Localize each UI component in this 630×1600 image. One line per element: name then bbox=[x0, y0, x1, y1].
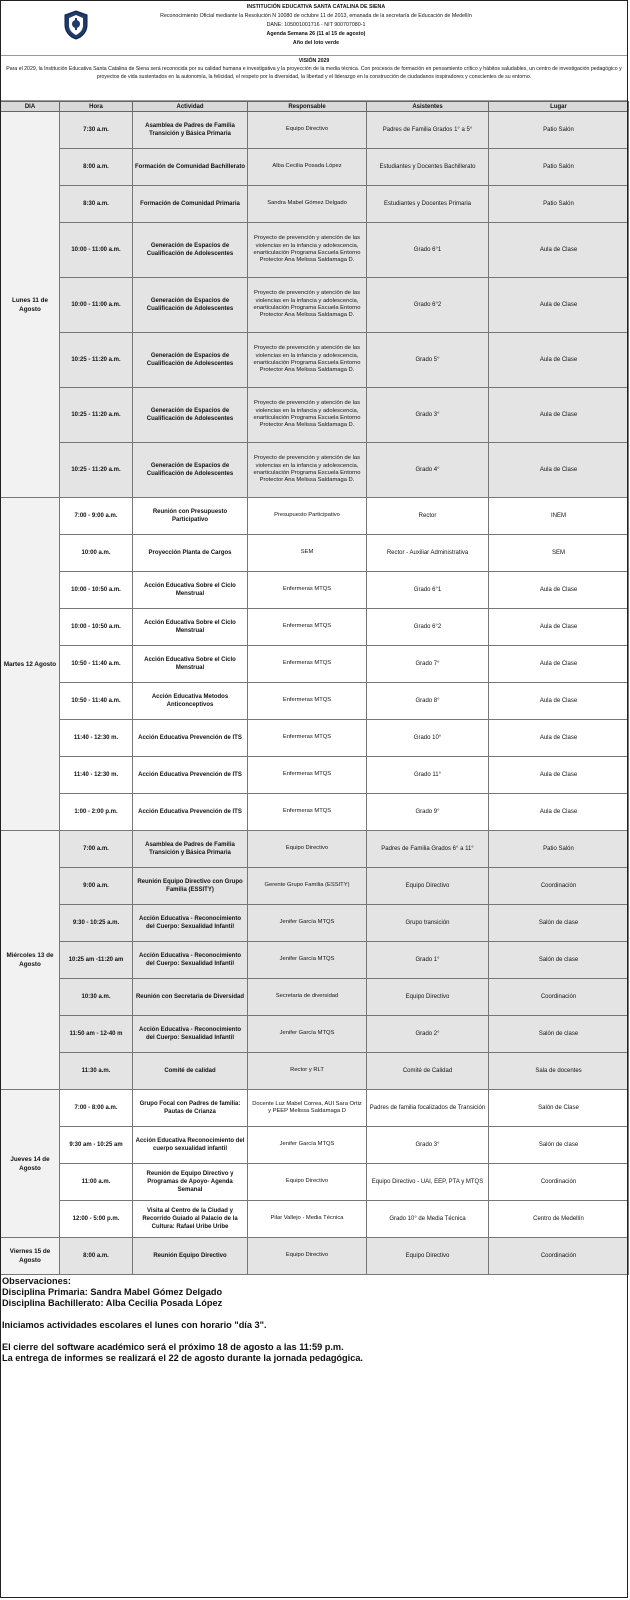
asistentes-cell: Padres de Familia Grados 1° a 5° bbox=[367, 112, 489, 149]
hora-cell: 9:30 am - 10:25 am bbox=[60, 1127, 133, 1164]
lugar-cell: Salón de clase bbox=[489, 1127, 629, 1164]
asistentes-cell: Grado 7° bbox=[367, 646, 489, 683]
actividad-cell: Reunión con Presupuesto Participativo bbox=[133, 498, 248, 535]
lugar-cell: Sala de docentes bbox=[489, 1053, 629, 1090]
table-row bbox=[1, 1016, 629, 1053]
hora-cell: 7:00 - 8:00 a.m. bbox=[60, 1090, 133, 1127]
lugar-cell: Aula de Clase bbox=[489, 223, 629, 278]
table-row bbox=[1, 1127, 629, 1164]
asistentes-cell: Grado 3° bbox=[367, 388, 489, 443]
lugar-cell: Salón de clase bbox=[489, 905, 629, 942]
vision-block bbox=[0, 56, 628, 101]
lugar-cell: Salón de clase bbox=[489, 942, 629, 979]
asistentes-cell: Comité de Calidad bbox=[367, 1053, 489, 1090]
lugar-cell: Aula de Clase bbox=[489, 683, 629, 720]
lugar-cell: Aula de Clase bbox=[489, 794, 629, 831]
lugar-cell: Patio Salón bbox=[489, 112, 629, 149]
asistentes-cell: Grado 6°1 bbox=[367, 572, 489, 609]
responsable-cell: Secretaria de diversidad bbox=[248, 979, 367, 1016]
responsable-cell: Equipo Directivo bbox=[248, 1164, 367, 1201]
col-header-responsable: Responsable bbox=[248, 102, 367, 112]
responsable-cell: Gerente Grupo Familia (ESSITY) bbox=[248, 868, 367, 905]
responsable-cell: Proyecto de prevención y atención de las violencias en la infancia y adolescencia, enarticulación Programa Escuela Entorno Protector Ana Melissa Saldamaga D. bbox=[248, 223, 367, 278]
lugar-cell: Aula de Clase bbox=[489, 609, 629, 646]
responsable-cell: Proyecto de prevención y atención de las violencias en la infancia y adolescencia, enarticulación Programa Escuela Entorno Protector Ana Melissa Saldamaga D. bbox=[248, 278, 367, 333]
hora-cell: 7:00 a.m. bbox=[60, 831, 133, 868]
responsable-cell: Proyecto de prevención y atención de las violencias en la infancia y adolescencia, enarticulación Programa Escuela Entorno Protector Ana Melissa Saldamaga D. bbox=[248, 388, 367, 443]
dane-text: DANE: 105001001716 - NIT 900707080-1 bbox=[266, 22, 366, 28]
asistentes-cell: Grado 4° bbox=[367, 443, 489, 498]
actividad-cell: Acción Educativa - Reconocimiento del Cuerpo: Sexualidad Infantil bbox=[133, 905, 248, 942]
asistentes-cell: Grado 2° bbox=[367, 1016, 489, 1053]
disciplina-primaria: Disciplina Primaria: Sandra Mabel Gómez Delgado bbox=[2, 1287, 223, 1297]
col-header-actividad: Actividad bbox=[133, 102, 248, 112]
responsable-cell: Enfermeras MTQS bbox=[248, 720, 367, 757]
hora-cell: 8:00 a.m. bbox=[60, 149, 133, 186]
asistentes-cell: Grado 6°2 bbox=[367, 609, 489, 646]
lugar-cell: Aula de Clase bbox=[489, 646, 629, 683]
hora-cell: 10:00 - 11:00 a.m. bbox=[60, 278, 133, 333]
lugar-cell: Patio Salón bbox=[489, 149, 629, 186]
asistentes-cell: Padres de familia focalizados de Transición bbox=[367, 1090, 489, 1127]
resolution-text: Reconocimiento Oficial mediante la Resolución N 10080 de octubre 11 de 2013, emanada de la secretaría de Educación de Medellín bbox=[160, 13, 472, 19]
asistentes-cell: Grado 11° bbox=[367, 757, 489, 794]
table-row bbox=[1, 1090, 629, 1127]
actividad-cell: Reunión Equipo Directivo bbox=[133, 1238, 248, 1275]
lugar-cell: Aula de Clase bbox=[489, 388, 629, 443]
asistentes-cell: Grado 6°2 bbox=[367, 278, 489, 333]
lugar-cell: Coordinación bbox=[489, 868, 629, 905]
hora-cell: 9:00 a.m. bbox=[60, 868, 133, 905]
table-row bbox=[1, 646, 629, 683]
observaciones bbox=[2, 1276, 622, 1364]
asistentes-cell: Rector - Auxiliar Administrativa bbox=[367, 535, 489, 572]
actividad-cell: Acción Educativa Reconocimiento del cuerpo sexualidad infantil bbox=[133, 1127, 248, 1164]
responsable-cell: Equipo Directivo bbox=[248, 1238, 367, 1275]
asistentes-cell: Estudiantes y Docentes Bachillerato bbox=[367, 149, 489, 186]
table-row bbox=[1, 572, 629, 609]
actividad-cell: Generación de Espacios de Cualificación de Adolescentes bbox=[133, 278, 248, 333]
hora-cell: 10:00 - 11:00 a.m. bbox=[60, 223, 133, 278]
lugar-cell: Aula de Clase bbox=[489, 720, 629, 757]
note-inicio: Iniciamos actividades escolares el lunes con horario "día 3". bbox=[2, 1320, 267, 1330]
hora-cell: 12:00 - 5:00 p.m. bbox=[60, 1201, 133, 1238]
table-row bbox=[1, 498, 629, 535]
table-row bbox=[1, 149, 629, 186]
table-row bbox=[1, 1238, 629, 1275]
hora-cell: 8:30 a.m. bbox=[60, 186, 133, 223]
table-row bbox=[1, 979, 629, 1016]
actividad-cell: Acción Educativa Metodos Anticonceptivos bbox=[133, 683, 248, 720]
asistentes-cell: Equipo Directivo - UAI, EEP, PTA y MTQS bbox=[367, 1164, 489, 1201]
hora-cell: 7:00 - 9:00 a.m. bbox=[60, 498, 133, 535]
lugar-cell: Aula de Clase bbox=[489, 278, 629, 333]
asistentes-cell: Equipo Directivo bbox=[367, 1238, 489, 1275]
table-header-row bbox=[1, 102, 629, 112]
asistentes-cell: Grado 1° bbox=[367, 942, 489, 979]
table-row bbox=[1, 112, 629, 149]
responsable-cell: Equipo Directivo bbox=[248, 112, 367, 149]
day-cell: Viernes 15 de Agosto bbox=[1, 1238, 60, 1275]
note-entrega-informes: La entrega de informes se realizará el 22 de agosto durante la jornada pedagógica. bbox=[2, 1353, 363, 1363]
table-row bbox=[1, 609, 629, 646]
observaciones-title: Observaciones: bbox=[2, 1276, 71, 1286]
lugar-cell: Aula de Clase bbox=[489, 757, 629, 794]
col-header-hora: Hora bbox=[60, 102, 133, 112]
hora-cell: 10:25 - 11:20 a.m. bbox=[60, 388, 133, 443]
table-row bbox=[1, 720, 629, 757]
header-text bbox=[151, 3, 481, 48]
table-row bbox=[1, 905, 629, 942]
hora-cell: 11:30 a.m. bbox=[60, 1053, 133, 1090]
actividad-cell: Acción Educativa - Reconocimiento del Cuerpo: Sexualidad Infantil bbox=[133, 942, 248, 979]
hora-cell: 10:25 - 11:20 a.m. bbox=[60, 443, 133, 498]
responsable-cell: Pilar Vallejo - Media Técnica bbox=[248, 1201, 367, 1238]
lugar-cell: Salón de clase bbox=[489, 1016, 629, 1053]
actividad-cell: Acción Educativa Prevención de ITS bbox=[133, 794, 248, 831]
hora-cell: 9:30 - 10:25 a.m. bbox=[60, 905, 133, 942]
lugar-cell: Coordinación bbox=[489, 1238, 629, 1275]
responsable-cell: Enfermeras MTQS bbox=[248, 572, 367, 609]
table-row bbox=[1, 186, 629, 223]
actividad-cell: Generación de Espacios de Cualificación de Adolescentes bbox=[133, 443, 248, 498]
responsable-cell: Enfermeras MTQS bbox=[248, 794, 367, 831]
hora-cell: 10:25 am -11:20 am bbox=[60, 942, 133, 979]
table-row bbox=[1, 942, 629, 979]
table-row bbox=[1, 868, 629, 905]
agenda-table bbox=[0, 101, 629, 1275]
actividad-cell: Acción Educativa Sobre el Ciclo Menstrual bbox=[133, 646, 248, 683]
asistentes-cell: Estudiantes y Docentes Primaria bbox=[367, 186, 489, 223]
hora-cell: 11:00 a.m. bbox=[60, 1164, 133, 1201]
actividad-cell: Acción Educativa Sobre el Ciclo Menstrual bbox=[133, 609, 248, 646]
hora-cell: 10:00 - 10:50 a.m. bbox=[60, 572, 133, 609]
actividad-cell: Proyección Planta de Cargos bbox=[133, 535, 248, 572]
actividad-cell: Acción Educativa - Reconocimiento del Cuerpo: Sexualidad Infantil bbox=[133, 1016, 248, 1053]
actividad-cell: Asamblea de Padres de Familia Transición y Básica Primaria bbox=[133, 112, 248, 149]
responsable-cell: Rector y RLT bbox=[248, 1053, 367, 1090]
note-cierre-software: El cierre del software académico será el próximo 18 de agosto a las 11:59 p.m. bbox=[2, 1342, 344, 1352]
lugar-cell: Coordinación bbox=[489, 979, 629, 1016]
responsable-cell: Docente Luz Mabel Correa, AUI Sara Ortiz y PEEP Melissa Saldamaga D bbox=[248, 1090, 367, 1127]
asistentes-cell: Grado 10° bbox=[367, 720, 489, 757]
hora-cell: 10:00 - 10:50 a.m. bbox=[60, 609, 133, 646]
actividad-cell: Acción Educativa Prevención de ITS bbox=[133, 757, 248, 794]
table-row bbox=[1, 223, 629, 278]
hora-cell: 7:30 a.m. bbox=[60, 112, 133, 149]
actividad-cell: Visita al Centro de la Ciudad y Recorrido Guiado al Palacio de la Cultura: Rafael Uribe Uribe bbox=[133, 1201, 248, 1238]
actividad-cell: Asamblea de Padres de Familia Transición y Básica Primaria bbox=[133, 831, 248, 868]
asistentes-cell: Grupo transición bbox=[367, 905, 489, 942]
hora-cell: 10:50 - 11:40 a.m. bbox=[60, 683, 133, 720]
asistentes-cell: Grado 6°1 bbox=[367, 223, 489, 278]
responsable-cell: Presupuesto Participativo bbox=[248, 498, 367, 535]
lugar-cell: Centro de Medellín bbox=[489, 1201, 629, 1238]
asistentes-cell: Grado 8° bbox=[367, 683, 489, 720]
responsable-cell: Equipo Directivo bbox=[248, 831, 367, 868]
actividad-cell: Generación de Espacios de Cualificación de Adolescentes bbox=[133, 333, 248, 388]
document-header bbox=[0, 0, 628, 56]
hora-cell: 10:30 a.m. bbox=[60, 979, 133, 1016]
actividad-cell: Grupo Focal con Padres de familia: Pautas de Crianza bbox=[133, 1090, 248, 1127]
hora-cell: 11:40 - 12:30 m. bbox=[60, 757, 133, 794]
hora-cell: 10:50 - 11:40 a.m. bbox=[60, 646, 133, 683]
responsable-cell: Enfermeras MTQS bbox=[248, 609, 367, 646]
disciplina-bachillerato: Disciplina Bachillerato: Alba Cecilia Posada López bbox=[2, 1298, 223, 1308]
responsable-cell: Alba Cecilia Posada López bbox=[248, 149, 367, 186]
lugar-cell: Patio Salón bbox=[489, 186, 629, 223]
lugar-cell: SEM bbox=[489, 535, 629, 572]
asistentes-cell: Equipo Directivo bbox=[367, 979, 489, 1016]
actividad-cell: Formación de Comunidad Bachillerato bbox=[133, 149, 248, 186]
table-row bbox=[1, 388, 629, 443]
actividad-cell: Formación de Comunidad Primaria bbox=[133, 186, 248, 223]
lugar-cell: Salón de Clase bbox=[489, 1090, 629, 1127]
lugar-cell: Aula de Clase bbox=[489, 443, 629, 498]
actividad-cell: Generación de Espacios de Cualificación de Adolescentes bbox=[133, 388, 248, 443]
lugar-cell: Aula de Clase bbox=[489, 333, 629, 388]
responsable-cell: Enfermeras MTQS bbox=[248, 757, 367, 794]
asistentes-cell: Padres de Familia Grados 6° a 11° bbox=[367, 831, 489, 868]
responsable-cell: Proyecto de prevención y atención de las violencias en la infancia y adolescencia, enarticulación Programa Escuela Entorno Protector Ana Melissa Saldamaga D. bbox=[248, 443, 367, 498]
lugar-cell: INEM bbox=[489, 498, 629, 535]
agenda-title: Agenda Semana 26 (11 al 15 de agosto) bbox=[266, 31, 366, 37]
responsable-cell: Enfermeras MTQS bbox=[248, 683, 367, 720]
hora-cell: 11:50 am - 12-40 m bbox=[60, 1016, 133, 1053]
actividad-cell: Comité de calidad bbox=[133, 1053, 248, 1090]
actividad-cell: Reunión Equipo Directivo con Grupo Familia (ESSITY) bbox=[133, 868, 248, 905]
actividad-cell: Acción Educativa Prevención de ITS bbox=[133, 720, 248, 757]
actividad-cell: Generación de Espacios de Cualificación de Adolescentes bbox=[133, 223, 248, 278]
table-row bbox=[1, 333, 629, 388]
asistentes-cell: Grado 5° bbox=[367, 333, 489, 388]
table-row bbox=[1, 278, 629, 333]
responsable-cell: Jenifer García MTQS bbox=[248, 1127, 367, 1164]
actividad-cell: Reunión con Secretaria de Diversidad bbox=[133, 979, 248, 1016]
hora-cell: 11:40 - 12:30 m. bbox=[60, 720, 133, 757]
year-motto: Año del loto verde bbox=[292, 40, 340, 46]
table-row bbox=[1, 831, 629, 868]
school-name: INSTITUCIÓN EDUCATIVA SANTA CATALINA DE SIENA bbox=[246, 4, 386, 10]
table-row bbox=[1, 794, 629, 831]
responsable-cell: Jenifer García MTQS bbox=[248, 1016, 367, 1053]
col-header-asistentes: Asistentes bbox=[367, 102, 489, 112]
responsable-cell: Sandra Mabel Gómez Delgado bbox=[248, 186, 367, 223]
day-cell: Martes 12 Agosto bbox=[1, 498, 60, 831]
responsable-cell: Enfermeras MTQS bbox=[248, 646, 367, 683]
asistentes-cell: Grado 9° bbox=[367, 794, 489, 831]
day-cell: Jueves 14 de Agosto bbox=[1, 1090, 60, 1238]
responsable-cell: SEM bbox=[248, 535, 367, 572]
agenda-body bbox=[1, 112, 629, 1275]
hora-cell: 10:00 a.m. bbox=[60, 535, 133, 572]
hora-cell: 1:00 - 2:00 p.m. bbox=[60, 794, 133, 831]
col-header-dia: DIA bbox=[1, 102, 60, 112]
col-header-lugar: Lugar bbox=[489, 102, 629, 112]
responsable-cell: Jenifer García MTQS bbox=[248, 905, 367, 942]
hora-cell: 10:25 - 11:20 a.m. bbox=[60, 333, 133, 388]
asistentes-cell: Grado 3° bbox=[367, 1127, 489, 1164]
school-crest-icon bbox=[63, 10, 89, 40]
table-row bbox=[1, 1164, 629, 1201]
lugar-cell: Coordinación bbox=[489, 1164, 629, 1201]
asistentes-cell: Grado 10° de Media Técnica bbox=[367, 1201, 489, 1238]
table-row bbox=[1, 535, 629, 572]
lugar-cell: Aula de Clase bbox=[489, 572, 629, 609]
asistentes-cell: Rector bbox=[367, 498, 489, 535]
table-row bbox=[1, 443, 629, 498]
responsable-cell: Proyecto de prevención y atención de las violencias en la infancia y adolescencia, enarticulación Programa Escuela Entorno Protector Ana Melissa Saldamaga D. bbox=[248, 333, 367, 388]
table-row bbox=[1, 683, 629, 720]
hora-cell: 8:00 a.m. bbox=[60, 1238, 133, 1275]
asistentes-cell: Equipo Directivo bbox=[367, 868, 489, 905]
table-row bbox=[1, 1201, 629, 1238]
vision-title: VISIÓN 2029 bbox=[298, 58, 330, 64]
table-row bbox=[1, 1053, 629, 1090]
day-cell: Miércoles 13 de Agosto bbox=[1, 831, 60, 1090]
lugar-cell: Patio Salón bbox=[489, 831, 629, 868]
actividad-cell: Reunión de Equipo Directivo y Programas de Apoyo- Agenda Semanal bbox=[133, 1164, 248, 1201]
responsable-cell: Jenifer García MTQS bbox=[248, 942, 367, 979]
vision-text: Para el 2029, la Institución Educativa Santa Catalina de Siena será reconocida por su calidad humana e investigativa y la proyección de la media técnica. Con procesos de formación en pensamiento crítico y hábitos saludables, un centro de investigación pedagógico y proyectos de vida sustentados en la autonomía, la felicidad, el respeto por la diversidad, la libertad y el liderazgo en la construcción de ciudadanos inspiradores y conscientes de su entorno. bbox=[6, 66, 622, 81]
day-cell: Lunes 11 de Agosto bbox=[1, 112, 60, 498]
table-row bbox=[1, 757, 629, 794]
actividad-cell: Acción Educativa Sobre el Ciclo Menstrual bbox=[133, 572, 248, 609]
